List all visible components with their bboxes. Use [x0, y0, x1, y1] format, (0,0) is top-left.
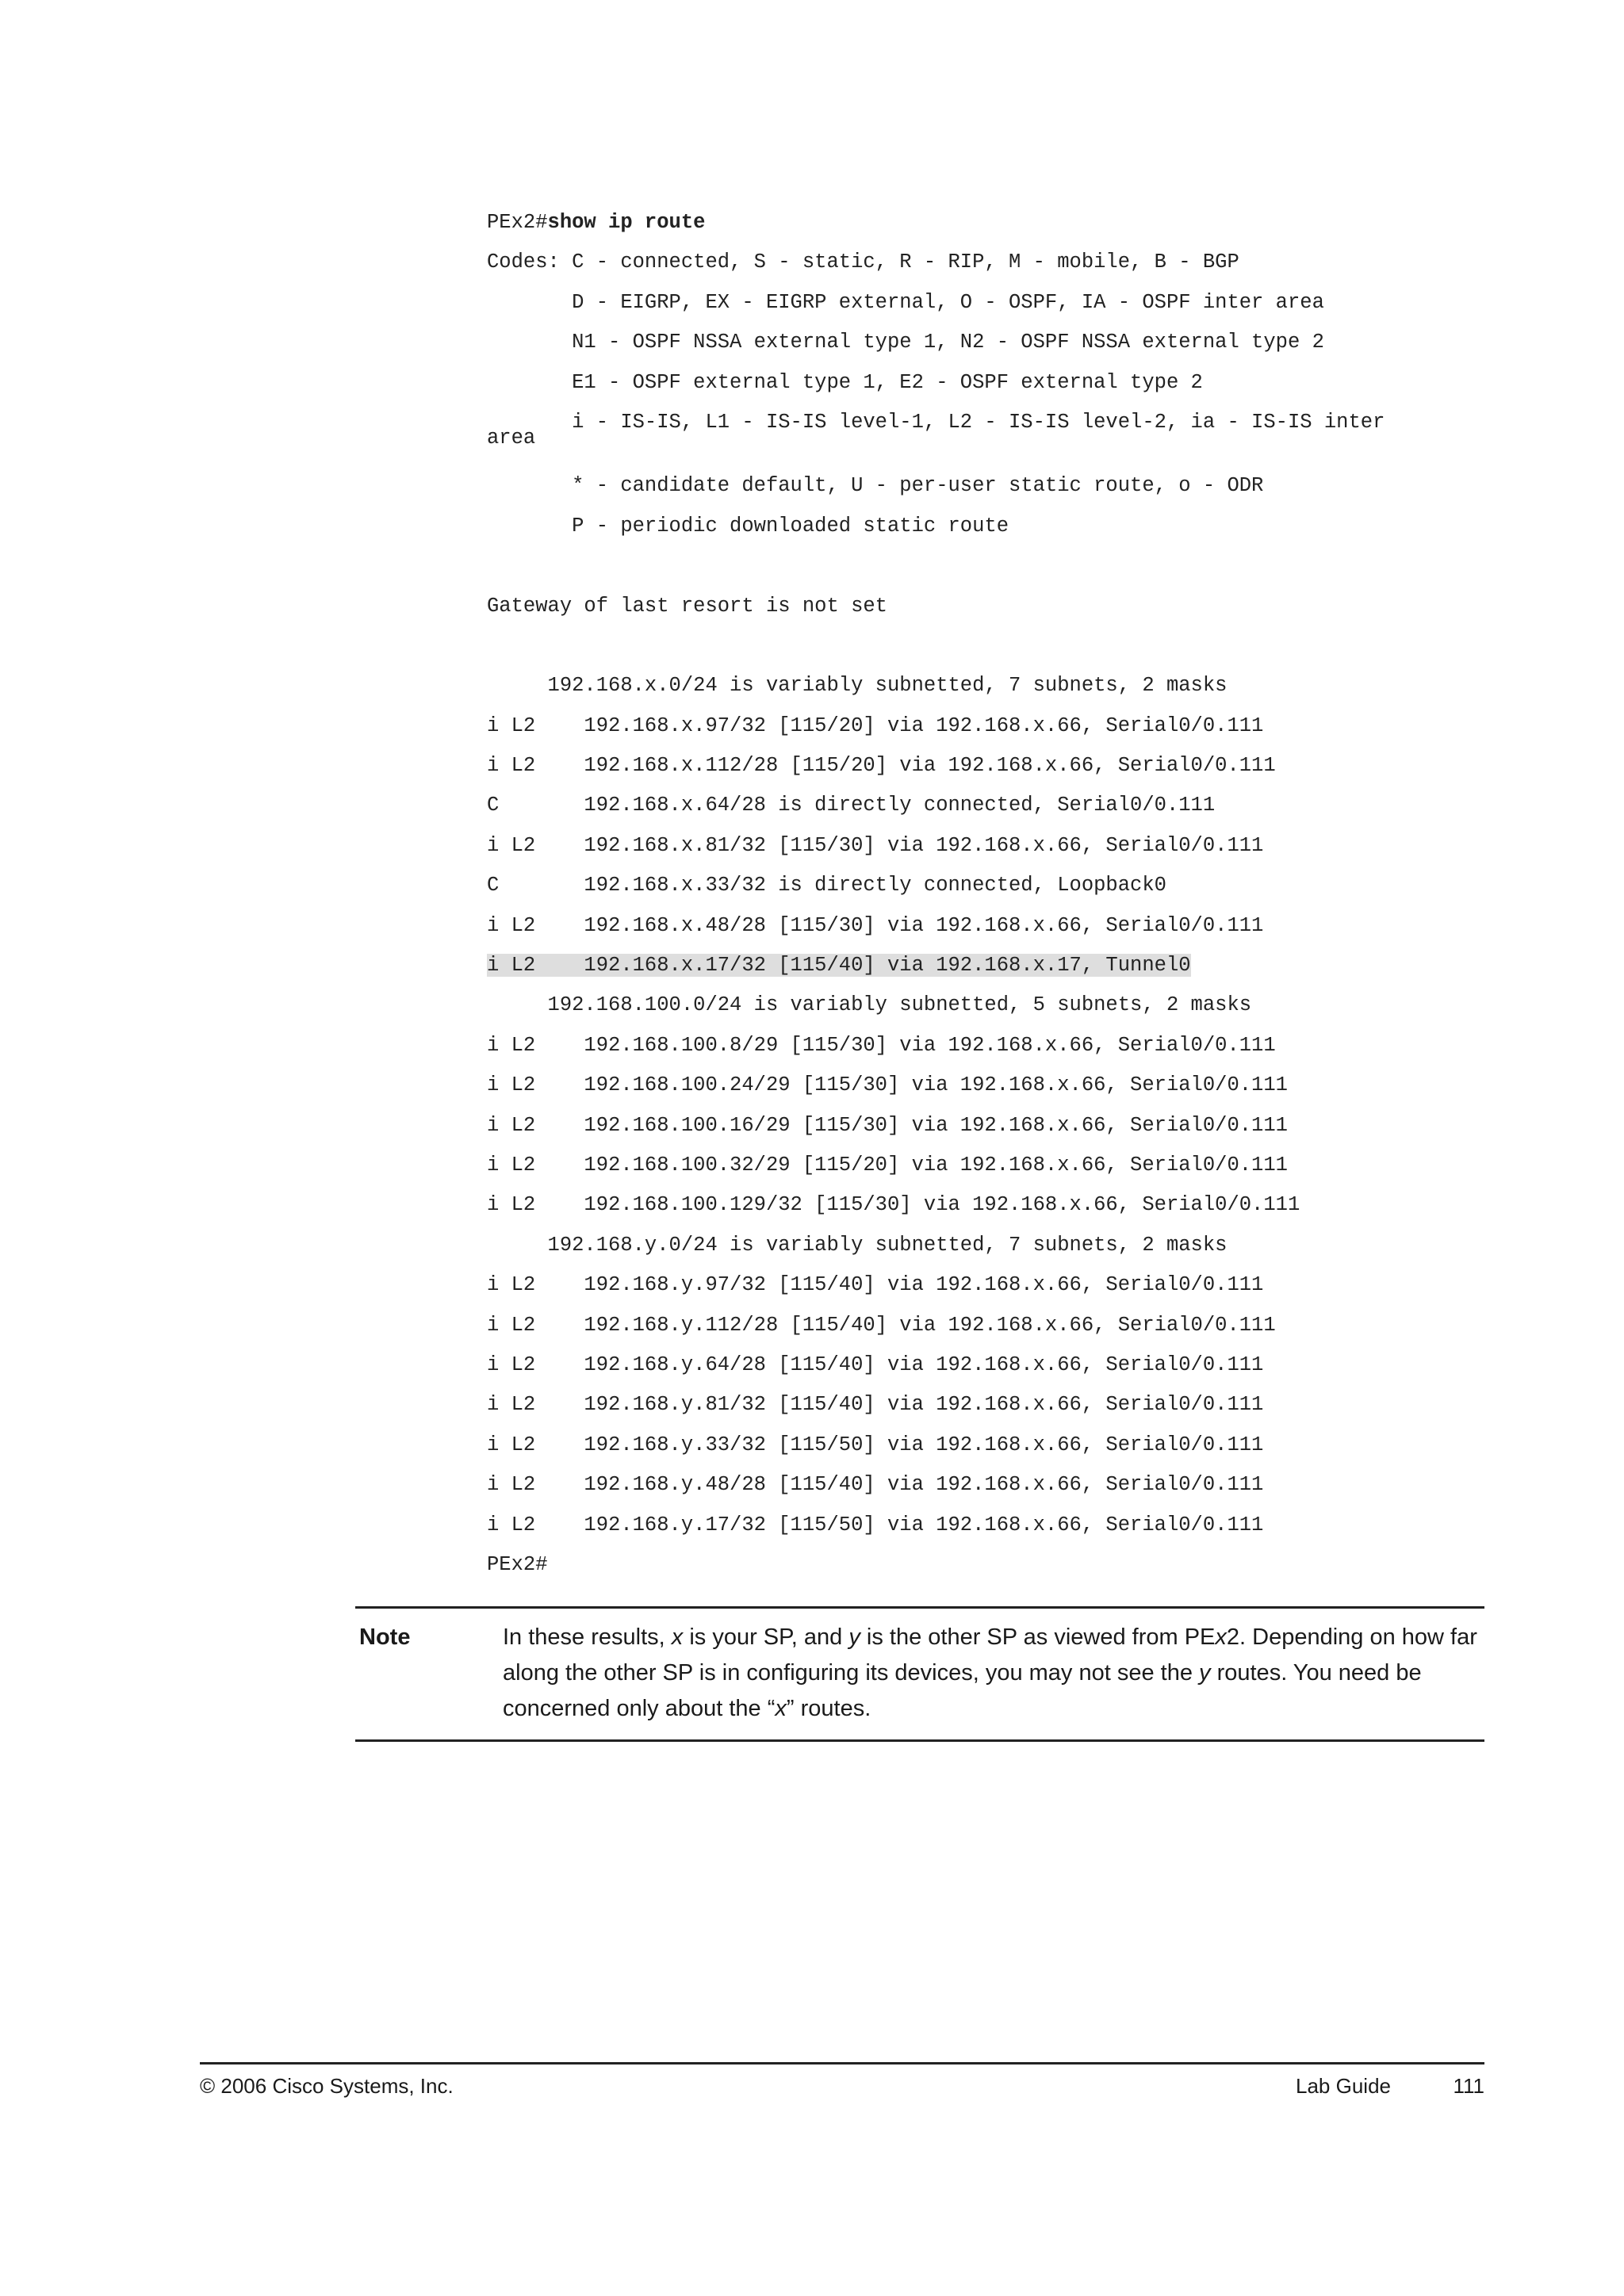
- route-line: i L2 192.168.x.81/32 [115/30] via 192.168.x.66, Serial0/0.111: [487, 833, 1264, 857]
- page-number: 111: [1453, 2074, 1484, 2098]
- note-label: Note: [359, 1624, 411, 1650]
- route-line: i L2 192.168.100.16/29 [115/30] via 192.168.x.66, Serial0/0.111: [487, 1113, 1288, 1137]
- note-box: [355, 1606, 1484, 1742]
- command-line: [487, 203, 1438, 243]
- route-highlight: i L2 192.168.x.17/32 [115/40] via 192.168.x.17, Tunnel0: [487, 954, 1191, 978]
- footer-guide-label: Lab Guide: [1296, 2074, 1391, 2098]
- codes-line: Codes: C - connected, S - static, R - RIP, M - mobile, B - BGP: [487, 251, 1239, 274]
- gateway-line: Gateway of last resort is not set: [487, 594, 887, 618]
- highlighted-route-line: [487, 946, 1438, 985]
- subnet-summary-line: 192.168.x.0/24 is variably subnetted, 7 subnets, 2 masks: [487, 674, 1228, 698]
- route-line: i L2 192.168.100.8/29 [115/30] via 192.168.x.66, Serial0/0.111: [487, 1033, 1276, 1057]
- note-italic-y: y: [848, 1624, 860, 1650]
- route-line: C 192.168.x.64/28 is directly connected, Serial0/0.111: [487, 794, 1216, 817]
- route-line: i L2 192.168.x.112/28 [115/20] via 192.168.x.66, Serial0/0.111: [487, 754, 1276, 778]
- end-prompt-line: PEx2#: [487, 1552, 548, 1576]
- route-line: i L2 192.168.y.17/32 [115/50] via 192.168.x.66, Serial0/0.111: [487, 1513, 1264, 1536]
- route-line: i L2 192.168.y.33/32 [115/50] via 192.168.x.66, Serial0/0.111: [487, 1433, 1264, 1456]
- note-text-part: ” routes.: [786, 1696, 871, 1721]
- codes-line: * - candidate default, U - per-user static route, o - ODR: [487, 474, 1264, 498]
- note-text-part: 2. Depending on how far along the other SP is in configuring its devices, you may not see the: [503, 1624, 1477, 1686]
- codes-line-wrap: area: [487, 427, 536, 450]
- route-line: i L2 192.168.100.32/29 [115/20] via 192.168.x.66, Serial0/0.111: [487, 1153, 1288, 1177]
- note-italic-x: x: [671, 1624, 684, 1650]
- route-line: i L2 192.168.100.24/29 [115/30] via 192.168.x.66, Serial0/0.111: [487, 1073, 1288, 1097]
- note-text-part: is your SP, and: [683, 1624, 849, 1650]
- codes-line: P - periodic downloaded static route: [487, 514, 1009, 538]
- note-italic-x: x: [775, 1696, 787, 1721]
- cli-output: [487, 203, 1438, 1585]
- codes-line: E1 - OSPF external type 1, E2 - OSPF external type 2: [487, 370, 1203, 394]
- route-line: i L2 192.168.x.48/28 [115/30] via 192.168.x.66, Serial0/0.111: [487, 913, 1264, 937]
- route-line: i L2 192.168.100.129/32 [115/30] via 192.168.x.66, Serial0/0.111: [487, 1193, 1300, 1217]
- note-text-part: In these results,: [503, 1624, 672, 1650]
- route-line: i L2 192.168.y.48/28 [115/40] via 192.168.x.66, Serial0/0.111: [487, 1473, 1264, 1497]
- blank-line: [487, 546, 1438, 586]
- codes-line: i - IS-IS, L1 - IS-IS level-1, L2 - IS-IS level-2, ia - IS-IS inter: [487, 410, 1385, 434]
- codes-line: D - EIGRP, EX - EIGRP external, O - OSPF, IA - OSPF inter area: [487, 290, 1324, 314]
- codes-line: N1 - OSPF NSSA external type 1, N2 - OSPF NSSA external type 2: [487, 331, 1324, 354]
- route-line: i L2 192.168.y.64/28 [115/40] via 192.168.x.66, Serial0/0.111: [487, 1353, 1264, 1376]
- note-text: [503, 1620, 1478, 1727]
- route-line: i L2 192.168.y.97/32 [115/40] via 192.168.x.66, Serial0/0.111: [487, 1273, 1264, 1297]
- note-italic-y: y: [1199, 1660, 1211, 1686]
- note-italic-x: x: [1215, 1624, 1227, 1650]
- note-text-part: is the other SP as viewed from PE: [860, 1624, 1216, 1650]
- route-line: i L2 192.168.y.81/32 [115/40] via 192.168.x.66, Serial0/0.111: [487, 1393, 1264, 1417]
- page-footer: [200, 2062, 1484, 2098]
- blank-line: [487, 626, 1438, 666]
- subnet-summary-line: 192.168.y.0/24 is variably subnetted, 7 subnets, 2 masks: [487, 1233, 1228, 1257]
- cli-prompt: PEx2#: [487, 211, 548, 234]
- route-line: C 192.168.x.33/32 is directly connected, Loopback0: [487, 874, 1166, 897]
- subnet-summary-line: 192.168.100.0/24 is variably subnetted, 5 subnets, 2 masks: [487, 993, 1252, 1017]
- note-text-part: routes. You need be concerned only about the “: [503, 1660, 1422, 1721]
- cli-command: show ip route: [547, 211, 706, 234]
- route-line: i L2 192.168.y.112/28 [115/40] via 192.168.x.66, Serial0/0.111: [487, 1313, 1276, 1337]
- route-line: i L2 192.168.x.97/32 [115/20] via 192.168.x.66, Serial0/0.111: [487, 714, 1264, 737]
- footer-copyright: © 2006 Cisco Systems, Inc.: [200, 2074, 454, 2098]
